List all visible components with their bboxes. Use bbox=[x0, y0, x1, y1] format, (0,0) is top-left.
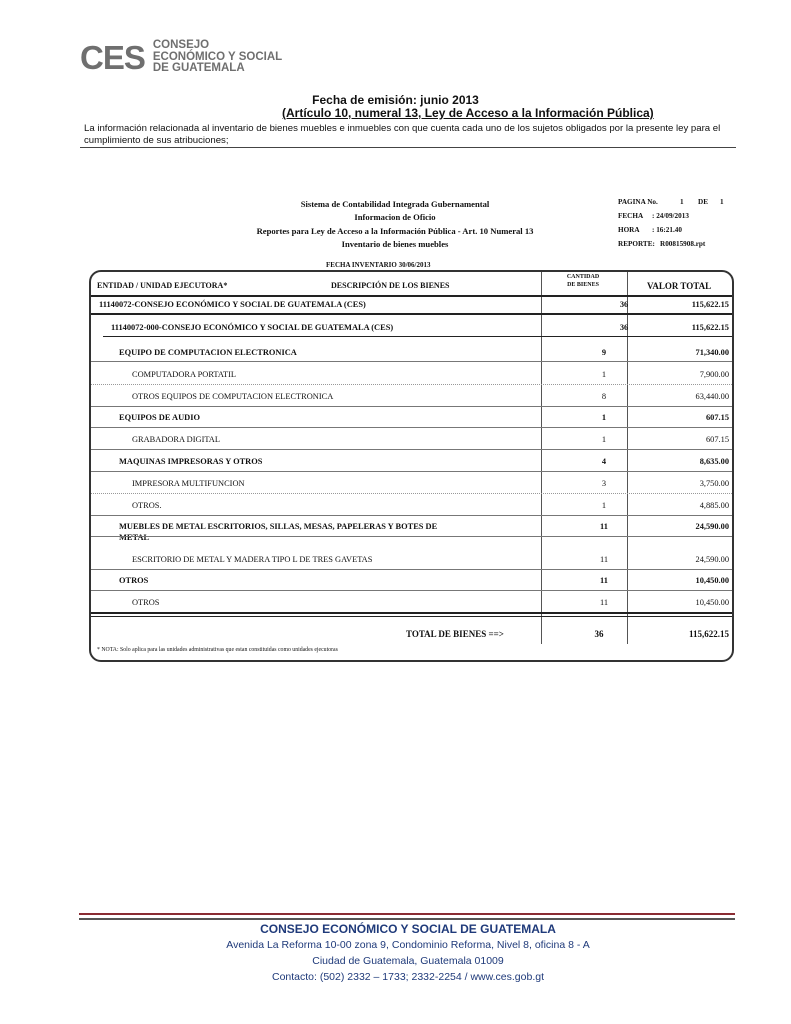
divider bbox=[80, 147, 736, 148]
footer-rule bbox=[79, 918, 735, 920]
de-label: DE bbox=[698, 198, 708, 206]
logo-line: DE GUATEMALA bbox=[152, 62, 245, 74]
item-value: 607.15 bbox=[705, 435, 729, 444]
item-qty: 1 bbox=[601, 370, 607, 379]
item-qty: 8 bbox=[601, 392, 607, 401]
de-value: 1 bbox=[720, 198, 724, 206]
item-value: 4,885.00 bbox=[699, 501, 729, 510]
category-qty: 4 bbox=[601, 457, 607, 466]
header-rule bbox=[91, 295, 732, 297]
row-rule bbox=[103, 336, 732, 337]
item-label: ESCRITORIO DE METAL Y MADERA TIPO L DE TRES GAVETAS bbox=[132, 555, 373, 564]
category-qty: 11 bbox=[600, 576, 608, 585]
fecha-emision: Fecha de emisión: junio 2013 bbox=[312, 93, 479, 107]
category-qty: 11 bbox=[600, 522, 608, 531]
entidad-value: 115,622.15 bbox=[691, 300, 729, 309]
logo-text bbox=[153, 40, 282, 75]
category-value: 607.15 bbox=[705, 413, 729, 422]
col-header-cantidad: DE BIENES bbox=[567, 282, 599, 288]
category-value: 71,340.00 bbox=[695, 348, 729, 357]
table-note: * NOTA: Solo aplica para las unidades administrativas que estan constituidas como unidades ejecutoras bbox=[97, 647, 338, 653]
footer-contact: Contacto: (502) 2332 – 1733; 2332-2254 / www.ces.gob.gt bbox=[271, 971, 544, 983]
row-rule bbox=[91, 449, 732, 450]
item-label: IMPRESORA MULTIFUNCION bbox=[132, 479, 245, 488]
row-rule bbox=[91, 406, 732, 407]
fecha-inventario: FECHA INVENTARIO 30/06/2013 bbox=[326, 261, 431, 269]
item-qty: 3 bbox=[601, 479, 607, 488]
unidad-qty: 36 bbox=[619, 323, 629, 332]
logo-mark: CES bbox=[80, 38, 145, 76]
fecha-label: FECHA bbox=[618, 212, 644, 220]
item-label: OTROS bbox=[132, 598, 160, 607]
category-value: 8,635.00 bbox=[699, 457, 729, 466]
footer-org-name: CONSEJO ECONÓMICO Y SOCIAL DE GUATEMALA bbox=[260, 922, 556, 936]
row-rule bbox=[91, 515, 732, 516]
category-label: OTROS bbox=[119, 576, 149, 585]
hora-value: : 16:21.40 bbox=[652, 226, 682, 234]
col-header-cantidad: CANTIDAD bbox=[566, 274, 600, 280]
category-qty: 9 bbox=[601, 348, 607, 357]
logo-line: ECONÓMICO Y SOCIAL bbox=[152, 50, 283, 63]
category-label: EQUIPOS DE AUDIO bbox=[119, 413, 200, 422]
row-rule bbox=[91, 384, 732, 385]
item-qty: 1 bbox=[601, 501, 607, 510]
column-divider bbox=[541, 272, 542, 644]
item-qty: 11 bbox=[599, 555, 609, 564]
fecha-value: : 24/09/2013 bbox=[652, 212, 689, 220]
row-rule bbox=[91, 493, 732, 494]
col-header-valor: VALOR TOTAL bbox=[647, 281, 712, 291]
unidad-label: 11140072-000-CONSEJO ECONÓMICO Y SOCIAL DE GUATEMALA (CES) bbox=[111, 323, 394, 332]
report-title-3: Reportes para Ley de Acceso a la Información Pública - Art. 10 Numeral 13 bbox=[256, 226, 534, 236]
row-rule bbox=[91, 427, 732, 428]
row-rule bbox=[91, 590, 732, 591]
total-label: TOTAL DE BIENES ==> bbox=[406, 629, 504, 639]
footer-address: Avenida La Reforma 10-00 zona 9, Condominio Reforma, Nivel 8, oficina 8 - A bbox=[226, 939, 590, 951]
report-title-1: Sistema de Contabilidad Integrada Gubernamental bbox=[300, 199, 490, 209]
item-value: 7,900.00 bbox=[699, 370, 729, 379]
item-value: 24,590.00 bbox=[695, 555, 729, 564]
inventory-table bbox=[89, 270, 734, 662]
category-value: 24,590.00 bbox=[695, 522, 729, 531]
footer-city: Ciudad de Guatemala, Guatemala 01009 bbox=[312, 955, 504, 967]
category-label: MUEBLES DE METAL ESCRITORIOS, SILLAS, MESAS, PAPELERAS Y BOTES DE bbox=[119, 522, 438, 531]
pagina-value: 1 bbox=[680, 198, 684, 206]
total-rule bbox=[91, 612, 732, 614]
item-qty: 11 bbox=[599, 598, 609, 607]
item-label: OTROS EQUIPOS DE COMPUTACION ELECTRONICA bbox=[132, 392, 334, 401]
hora-label: HORA bbox=[618, 226, 640, 234]
item-value: 63,440.00 bbox=[695, 392, 729, 401]
unidad-value: 115,622.15 bbox=[691, 323, 729, 332]
footer-rule bbox=[79, 913, 735, 915]
report-title-2: Informacion de Oficio bbox=[354, 212, 436, 222]
entidad-label: 11140072-CONSEJO ECONÓMICO Y SOCIAL DE GUATEMALA (CES) bbox=[99, 300, 366, 309]
pagina-label: PAGINA No. bbox=[618, 198, 658, 206]
row-rule bbox=[91, 569, 732, 570]
item-label: COMPUTADORA PORTATIL bbox=[132, 370, 237, 379]
row-rule bbox=[91, 361, 732, 362]
row-rule bbox=[91, 471, 732, 472]
reporte-label: REPORTE: bbox=[618, 240, 655, 248]
category-qty: 1 bbox=[601, 413, 607, 422]
category-label: MAQUINAS IMPRESORAS Y OTROS bbox=[119, 457, 263, 466]
category-label: EQUIPO DE COMPUTACION ELECTRONICA bbox=[119, 348, 297, 357]
col-header-entidad: ENTIDAD / UNIDAD EJECUTORA* bbox=[97, 281, 228, 290]
intro-paragraph: La información relacionada al inventario de bienes muebles e inmuebles con que cuenta cada uno de los sujetos obligados por la presente ley para el cumplimiento de sus atribuciones; bbox=[84, 123, 721, 146]
articulo-reference: (Artículo 10, numeral 13, Ley de Acceso a la Información Pública) bbox=[282, 106, 654, 120]
reporte-value: R00815908.rpt bbox=[660, 240, 706, 248]
ces-logo bbox=[80, 40, 282, 75]
item-label: OTROS. bbox=[132, 501, 162, 510]
col-header-descripcion: DESCRIPCIÓN DE LOS BIENES bbox=[331, 281, 450, 290]
row-rule bbox=[91, 313, 732, 315]
category-label-cont: METAL bbox=[119, 533, 150, 542]
category-value: 10,450.00 bbox=[695, 576, 729, 585]
report-title-4: Inventario de bienes muebles bbox=[341, 239, 449, 249]
total-value: 115,622.15 bbox=[688, 629, 729, 639]
logo-line: CONSEJO bbox=[152, 39, 210, 51]
total-qty: 36 bbox=[594, 629, 604, 639]
item-label: GRABADORA DIGITAL bbox=[132, 435, 220, 444]
item-qty: 1 bbox=[601, 435, 607, 444]
row-rule bbox=[91, 536, 732, 537]
item-value: 10,450.00 bbox=[695, 598, 729, 607]
entidad-qty: 36 bbox=[619, 300, 629, 309]
total-rule bbox=[91, 616, 732, 617]
item-value: 3,750.00 bbox=[699, 479, 729, 488]
